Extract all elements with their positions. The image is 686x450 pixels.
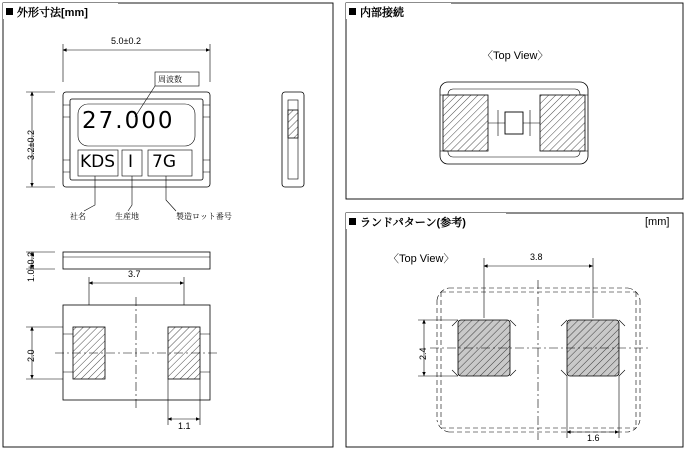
callout-frequency: 周波数 bbox=[158, 75, 182, 84]
land-height-dim: 2.4 bbox=[418, 347, 428, 360]
outline-width-dim: 5.0±0.2 bbox=[111, 36, 141, 46]
bullet-square-icon bbox=[6, 8, 13, 15]
land-view-label: 〈Top View〉 bbox=[388, 253, 455, 265]
marking-frequency: 27.000 bbox=[82, 108, 175, 134]
panel-title-outline bbox=[6, 4, 88, 20]
panel-title-internal-label: 内部接続 bbox=[360, 7, 404, 19]
panel-title-land-label: ランドパターン(参考) bbox=[360, 217, 466, 229]
outline-thickness-dim: 1.0±0.2 bbox=[26, 252, 36, 282]
callout-origin: 生産地 bbox=[115, 212, 139, 221]
callout-lot: 製造ロット番号 bbox=[176, 212, 232, 221]
internal-view-label: 〈Top View〉 bbox=[482, 50, 549, 62]
pad-pitch-dim: 3.7 bbox=[128, 269, 141, 279]
panel-title-internal bbox=[349, 4, 404, 20]
panel-title-outline-label: 外形寸法[mm] bbox=[17, 7, 88, 19]
outline-height-dim: 3.2±0.2 bbox=[26, 130, 36, 160]
land-width-dim: 3.8 bbox=[530, 252, 543, 262]
bullet-square-icon bbox=[349, 8, 356, 15]
marking-origin: I bbox=[128, 152, 134, 172]
marking-lot: 7G bbox=[152, 152, 176, 172]
pad-height-dim: 2.0 bbox=[26, 349, 36, 362]
bullet-square-icon bbox=[349, 218, 356, 225]
marking-company: KDS bbox=[80, 152, 116, 172]
land-unit-label: [mm] bbox=[645, 216, 670, 228]
panel-title-land bbox=[349, 214, 466, 230]
land-pad-width-dim: 1.6 bbox=[587, 433, 600, 443]
callout-company: 社名 bbox=[70, 212, 86, 221]
pad-width-dim: 1.1 bbox=[178, 421, 191, 431]
